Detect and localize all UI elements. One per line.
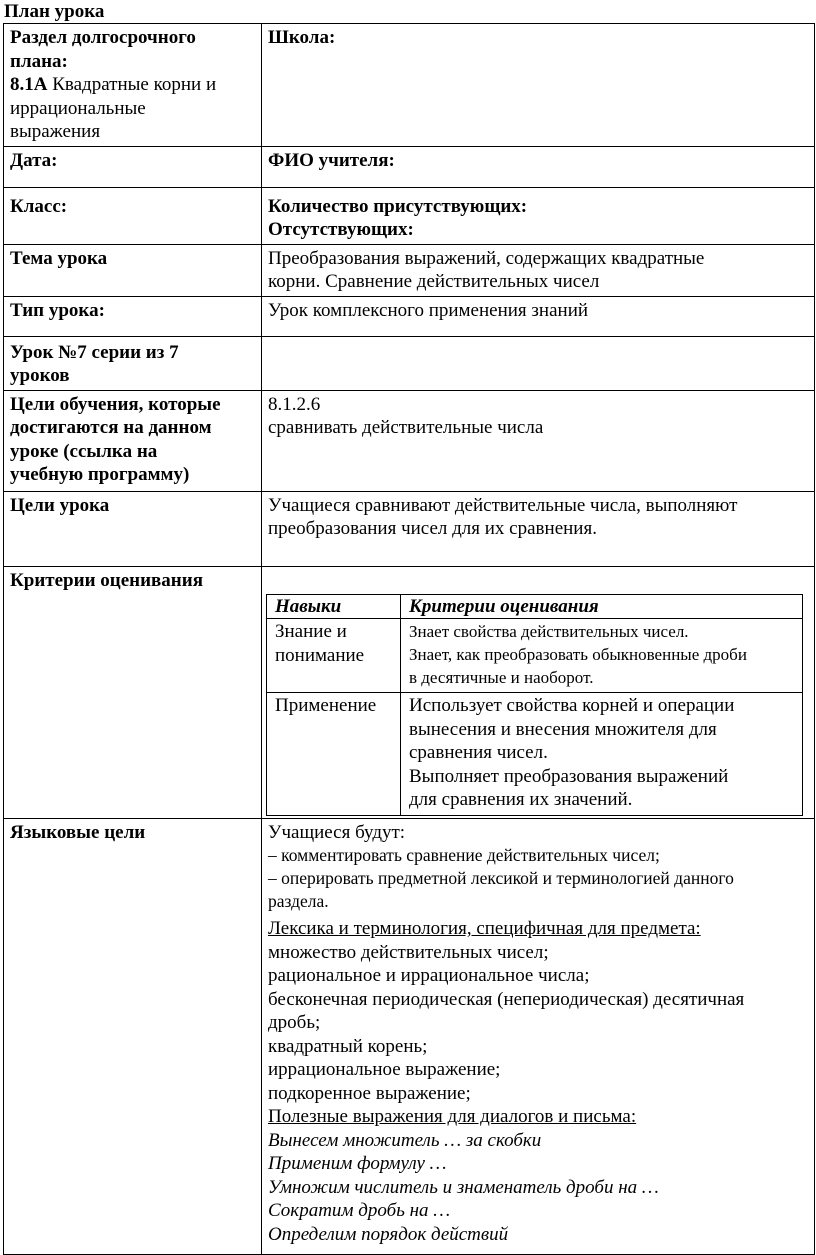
goals-value: Учащиеся сравнивают действительные числа, выполняют	[268, 494, 738, 516]
present-label: Количество присутствующих:	[268, 195, 528, 217]
criterion-text: в десятичные и наоборот.	[409, 668, 594, 687]
criteria-value-cell	[262, 566, 815, 818]
series-value-cell	[262, 336, 815, 390]
vocab-item: бесконечная периодическая (непериодическая) десятичная	[268, 988, 745, 1010]
row-section	[4, 24, 815, 147]
criteria-row	[267, 693, 803, 816]
objectives-text: сравнивать действительные числа	[268, 417, 544, 438]
series-label: уроков	[10, 365, 70, 386]
class-label: Класс:	[10, 195, 68, 217]
type-value-cell	[262, 296, 815, 336]
row-criteria	[4, 566, 815, 818]
row-date	[4, 146, 815, 187]
skill-cell	[267, 619, 401, 693]
type-label-cell	[4, 296, 262, 336]
criteria-table	[266, 594, 803, 816]
section-label: Раздел долгосрочного	[10, 27, 196, 48]
absent-label: Отсутствующих:	[268, 219, 414, 240]
vocab-item: рациональное и иррациональное числа;	[268, 965, 590, 986]
objectives-label: учебную программу)	[10, 464, 190, 485]
phrase-item: Сократим дробь на …	[268, 1200, 451, 1221]
language-value-cell	[262, 818, 815, 1254]
row-topic	[4, 244, 815, 296]
attendance-cell	[262, 187, 815, 244]
language-label-cell	[4, 818, 262, 1254]
goals-value: преобразования чисел для их сравнения.	[268, 518, 597, 539]
skill-name: Знание и	[275, 621, 347, 642]
criteria-label: Критерии оценивания	[10, 569, 203, 591]
date-label: Дата:	[10, 149, 58, 171]
row-objectives	[4, 390, 815, 491]
vocab-item: квадратный корень;	[268, 1035, 428, 1057]
vocab-item: подкоренное выражение;	[268, 1082, 471, 1104]
language-item: раздела.	[268, 891, 329, 911]
row-series	[4, 336, 815, 390]
objectives-label-cell	[4, 390, 262, 491]
objectives-value-cell	[262, 390, 815, 491]
language-item: – комментировать сравнение действительных чисел;	[268, 845, 660, 865]
criterion-text: Использует свойства корней и операции	[409, 695, 735, 716]
vocab-item: дробь;	[268, 1012, 321, 1033]
criteria-header: Критерии оценивания	[401, 594, 803, 619]
school-label: Школа:	[268, 27, 336, 48]
skill-name: понимание	[275, 644, 365, 666]
row-goals	[4, 491, 815, 566]
skill-name: Применение	[275, 695, 377, 716]
goals-label: Цели урока	[10, 494, 110, 516]
section-label: плана:	[10, 50, 68, 72]
school-cell	[262, 24, 815, 147]
series-label: Урок №7 серии из 7	[10, 341, 179, 363]
objectives-label: уроке (ссылка на	[10, 440, 158, 462]
language-label: Языковые цели	[10, 821, 146, 843]
date-cell	[4, 146, 262, 187]
criterion-text: вынесения и внесения множителя для	[409, 718, 717, 740]
teacher-cell	[262, 146, 815, 187]
criterion-text: Знает, как преобразовать обыкновенные дроби	[409, 645, 747, 664]
language-intro: Учащиеся будут:	[268, 821, 406, 843]
vocab-item: множество действительных чисел;	[268, 941, 549, 963]
section-code: 8.1А	[10, 74, 48, 95]
topic-value: Преобразования выражений, содержащих квадратные	[268, 247, 705, 269]
vocab-heading: Лексика и терминология, специфичная для предмета:	[268, 918, 701, 939]
topic-label: Тема урока	[10, 247, 108, 269]
skills-header: Навыки	[267, 594, 401, 619]
type-label: Тип урока:	[10, 299, 105, 321]
class-cell	[4, 187, 262, 244]
topic-value-cell	[262, 244, 815, 296]
goals-label-cell	[4, 491, 262, 566]
row-language	[4, 818, 815, 1254]
vocab-item: иррациональное выражение;	[268, 1059, 501, 1080]
row-class	[4, 187, 815, 244]
topic-label-cell	[4, 244, 262, 296]
criteria-label-cell	[4, 566, 262, 818]
criteria-row	[267, 619, 803, 693]
topic-value: корни. Сравнение действительных чисел	[268, 271, 600, 292]
objectives-code: 8.1.2.6	[268, 393, 321, 415]
teacher-label: ФИО учителя:	[268, 149, 395, 171]
phrases-heading: Полезные выражения для диалогов и письма:	[268, 1106, 637, 1127]
criterion-text: сравнения чисел.	[409, 742, 548, 763]
section-name: выражения	[10, 121, 101, 142]
row-type	[4, 296, 815, 336]
phrase-item: Применим формулу …	[268, 1153, 447, 1174]
objectives-label: Цели обучения, которые	[10, 393, 221, 415]
phrase-item: Умножим числитель и знаменатель дроби на …	[268, 1176, 659, 1198]
phrase-item: Определим порядок действий	[268, 1223, 509, 1245]
lesson-plan-table	[3, 23, 815, 1255]
series-label-cell	[4, 336, 262, 390]
section-label-cell	[4, 24, 262, 147]
goals-value-cell	[262, 491, 815, 566]
type-value: Урок комплексного применения знаний	[268, 299, 589, 321]
language-item: – оперировать предметной лексикой и терминологией данного	[268, 868, 734, 888]
skill-cell	[267, 693, 401, 816]
section-name: иррациональные	[10, 97, 146, 119]
phrase-item: Вынесем множитель … за скобки	[268, 1129, 542, 1151]
criterion-text: для сравнения их значений.	[409, 789, 633, 810]
criteria-header-row	[267, 594, 803, 619]
criteria-cell	[401, 619, 803, 693]
criterion-text: Знает свойства действительных чисел.	[409, 622, 689, 641]
section-name: Квадратные корни и	[52, 74, 217, 95]
criterion-text: Выполняет преобразования выражений	[409, 765, 729, 787]
criteria-cell	[401, 693, 803, 816]
document-title: План урока	[4, 1, 105, 22]
objectives-label: достигаются на данном	[10, 417, 212, 438]
